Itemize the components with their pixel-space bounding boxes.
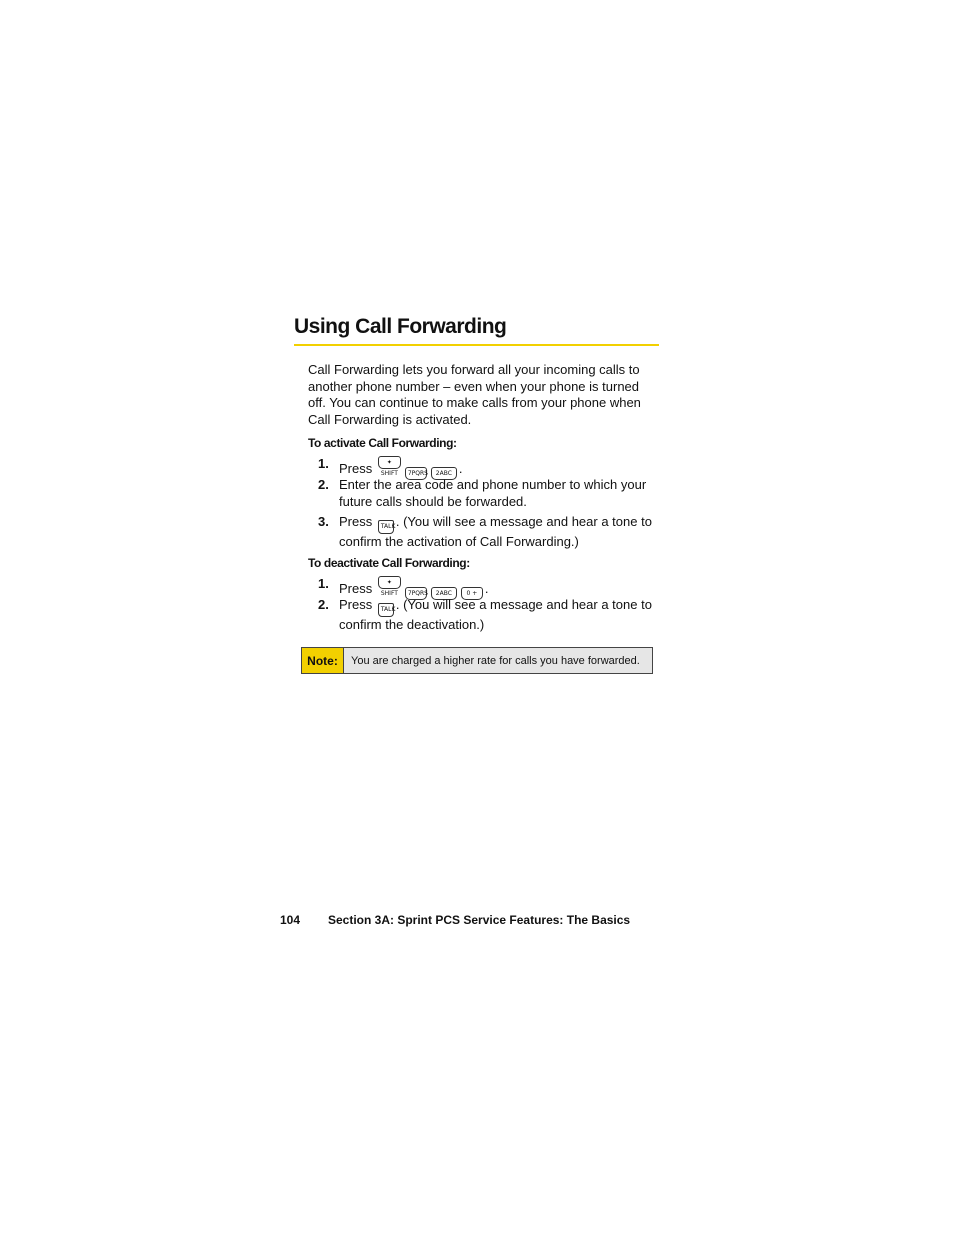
activate-heading: To activate Call Forwarding: [308,436,457,450]
shift-key-icon: ✦ SHIFT [378,576,401,589]
step-prefix: Press [339,581,373,596]
7-pqrs-key-icon: 7PQRS [405,467,427,480]
step-prefix: Press [339,461,373,476]
page-title: Using Call Forwarding [294,315,659,346]
page-number: 104 [280,913,301,927]
step-prefix: Press [339,597,373,612]
intro-paragraph: Call Forwarding lets you forward all your incoming calls to another phone number – even when your phone is turned off. You can continue to make calls from your phone when Call Forwarding is activated. [308,362,641,427]
step-number: 2. [318,477,329,492]
7-pqrs-key-icon: 7PQRS [405,587,427,600]
note-text: You are charged a higher rate for calls you have forwarded. [351,654,640,667]
talk-key-icon: TALK [378,603,394,617]
step-suffix: . (You will see a message and hear a tone to confirm the deactivation.) [339,597,652,632]
step-number: 2. [318,597,329,612]
step-number: 3. [318,514,329,529]
2-abc-key-icon: 2ABC [431,587,457,600]
step-suffix: . [458,461,463,476]
deactivate-heading: To deactivate Call Forwarding: [308,556,470,570]
step-number: 1. [318,456,329,471]
0-key-icon: 0 + [461,587,483,600]
2-abc-key-icon: 2ABC [431,467,457,480]
section-title: Section 3A: Sprint PCS Service Features: The Basics [328,913,631,927]
step-suffix: . [484,581,489,596]
step-suffix: . (You will see a message and hear a tone to confirm the activation of Call Forwarding.) [339,514,652,549]
note-label: Note: [302,648,344,673]
shift-key-icon: ✦ SHIFT [378,456,401,469]
note-box [301,647,653,674]
step-text: Enter the area code and phone number to which your future calls should be forwarded. [339,477,647,509]
step-number: 1. [318,576,329,591]
step-prefix: Press [339,514,373,529]
talk-key-icon: TALK [378,520,394,534]
